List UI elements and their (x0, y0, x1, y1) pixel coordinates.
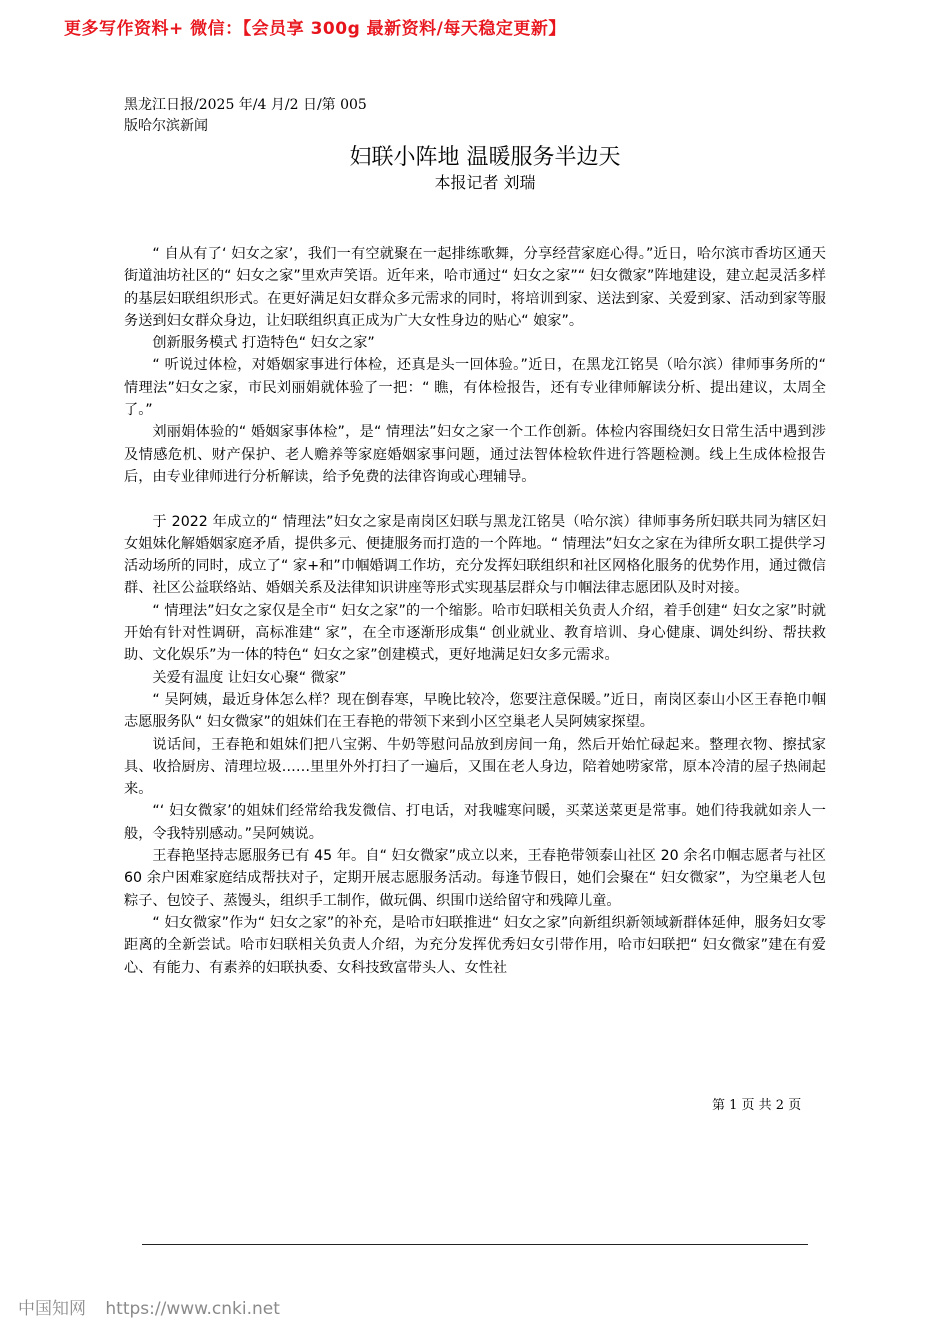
site-logo-text: 中国知网 (18, 1299, 86, 1319)
paragraph: 说话间，王春艳和姐妹们把八宝粥、牛奶等慰问品放到房间一角，然后开始忙碌起来。整理衣物、擦拭家具、收拾厨房、清理垃圾……里里外外打扫了一遍后，又围在老人身边，陪着她唠家常，原本冷清的屋子热闹起来。 (124, 736, 826, 798)
footer-divider (142, 1244, 808, 1245)
article-body (124, 243, 826, 979)
paragraph: “ 情理法”妇女之家仅是全市“ 妇女之家”的一个缩影。哈市妇联相关负责人介绍，着手创建“ 妇女之家”时就开始有针对性调研，高标准建“ 家”，在全市逐渐形成集“ 创业就业、教育培训、身心健康、调处纠纷、帮扶救助、文化娱乐”为一体的特色“ 妇女之家”创建模式，更好地满足妇女多元需求。 (124, 602, 826, 664)
source-info (124, 95, 424, 137)
paragraph: 于 2022 年成立的“ 情理法”妇女之家是南岗区妇联与黑龙江铭昊（哈尔滨）律师事务所妇联共同为辖区妇女姐妹化解婚姻家庭矛盾，提供多元、便捷服务而打造的一个阵地。“ 情理法”妇女之家在为律所女职工提供学习活动场所的同时，成立了“ 家+和”巾帼婚调工作坊，充分发挥妇联组织和社区网格化服务的优势作用，通过微信群、社区公益联络站、婚姻关系及法律知识讲座等形式实现基层群众与巾帼法律志愿团队及时对接。 (124, 513, 826, 597)
paragraph: 刘丽娟体验的“ 婚姻家事体检”，是“ 情理法”妇女之家一个工作创新。体检内容围绕妇女日常生活中遇到涉及情感危机、财产保护、老人赡养等家庭婚姻家事问题，通过法智体检软件进行答题检测。线上生成体检报告后，由专业律师进行分析解读，给予免费的法律咨询或心理辅导。 (124, 424, 826, 485)
section-heading: 创新服务模式 打造特色“ 妇女之家” (152, 335, 375, 352)
paragraph: “ 听说过体检，对婚姻家事进行体检，还真是头一回体验。”近日，在黑龙江铭昊（哈尔滨）律师事务所的“ 情理法”妇女之家，市民刘丽娟就体验了一把：“ 瞧，有体检报告，还有专业律师解读分析、提出建议，太周全了。” (124, 357, 826, 419)
source-line: 黑龙江日报/2025 年/4 月/2 日/第 005 (124, 97, 367, 113)
paragraph: 王春艳坚持志愿服务已有 45 年。自“ 妇女微家”成立以来，王春艳带领泰山社区 20 余名巾帼志愿者与社区 60 余户困难家庭结成帮扶对子，定期开展志愿服务活动。每逢节假日，她们会聚在“ 妇女微家”，为空巢老人包粽子、包饺子、蒸馒头，组织手工制作，做玩偶、织围巾送给留守和残障儿童。 (124, 848, 826, 909)
paragraph: “ 自从有了‘ 妇女之家’，我们一有空就聚在一起排练歌舞，分享经营家庭心得。”近日，哈尔滨市香坊区通天街道油坊社区的“ 妇女之家”里欢声笑语。近年来，哈市通过“ 妇女之家”“ 妇女微家”阵地建设，建立起灵活多样的基层妇联组织形式。在更好满足妇女群众多元需求的同时，将培训到家、送法到家、关爱到家、活动到家等服务送到妇女群众身边，让妇联组织真正成为广大女性身边的贴心“ 娘家”。 (124, 246, 826, 329)
footer (18, 1294, 280, 1319)
paragraph: “ 妇女微家”作为“ 妇女之家”的补充，是哈市妇联推进“ 妇女之家”向新组织新领域新群体延伸，服务妇女零距离的全新尝试。哈市妇联相关负责人介绍，为充分发挥优秀妇女引带作用，哈市妇联把“ 妇女微家”建在有爱心、有能力、有素养的妇联执委、女科技致富带头人、女性社 (124, 914, 826, 976)
section-heading: 关爱有温度 让妇女心聚“ 微家” (152, 669, 347, 686)
source-line: 版哈尔滨新闻 (124, 118, 208, 134)
blank-line (124, 488, 826, 510)
paragraph: “ 吴阿姨，最近身体怎么样？现在倒春寒，早晚比较冷，您要注意保暖。”近日，南岗区泰山小区王春艳巾帼志愿服务队“ 妇女微家”的姐妹们在王春艳的带领下来到小区空巢老人吴阿姨家探望。 (124, 691, 826, 731)
article-title: 妇联小阵地 温暖服务半边天 (349, 145, 621, 170)
site-url[interactable]: https://www.cnki.net (105, 1299, 280, 1319)
page-number: 第 1 页 共 2 页 (712, 1098, 802, 1113)
promo-banner: 更多写作资料+ 微信：【会员享 300g 最新资料/每天稳定更新】 (64, 19, 566, 39)
article-byline: 本报记者 刘瑞 (434, 173, 536, 192)
paragraph: “‘ 妇女微家’的姐妹们经常给我发微信、打电话，对我嘘寒问暖，买菜送菜更是常事。她们待我就如亲人一般，令我特别感动。”吴阿姨说。 (124, 803, 826, 842)
